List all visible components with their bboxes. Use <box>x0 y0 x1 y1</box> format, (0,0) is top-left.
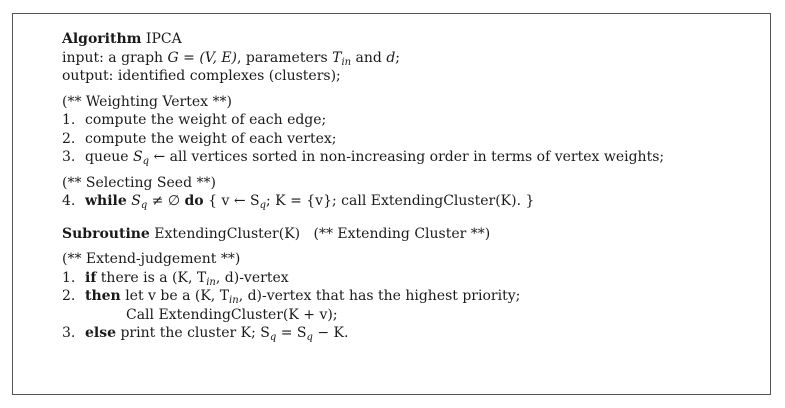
subroutine-comment: (** Extending Cluster **) <box>313 225 491 242</box>
loop-body-rest: ; K = {v}; call ExtendingCluster(K). } <box>266 193 535 209</box>
s2-post: , d)-vertex that has the highest priority; <box>238 288 521 304</box>
s1-post: , d)-vertex <box>215 269 289 286</box>
cond-sub: q <box>140 200 148 211</box>
while-keyword: while <box>85 193 127 209</box>
algorithm-content <box>62 30 664 343</box>
extend-step-3 <box>62 324 664 343</box>
weighting-comment: (** Weighting Vertex **) <box>62 93 232 110</box>
step-number: 1. <box>62 112 76 128</box>
step-text: compute the weight of each vertex; <box>85 130 337 147</box>
then-keyword: then <box>85 288 121 304</box>
step3-var: S <box>133 149 143 165</box>
input-params-label: , parameters <box>237 49 328 66</box>
s3-sub1: q <box>269 332 277 343</box>
input-tin-sub: in <box>341 56 352 68</box>
weighting-step-3 <box>62 148 664 167</box>
loop-body-sub: q <box>259 200 267 211</box>
step-number: 3. <box>62 149 76 165</box>
step-number: 4. <box>62 193 76 209</box>
weighting-step-2 <box>62 130 664 149</box>
if-keyword: if <box>85 269 97 286</box>
extend-comment: (** Extend-judgement **) <box>62 251 241 267</box>
input-label: input: a graph <box>62 49 164 66</box>
algorithm-name: IPCA <box>145 31 182 47</box>
algorithm-keyword: Algorithm <box>62 31 142 47</box>
s1-pre: there is a (K, T <box>100 269 207 286</box>
s3-post: − K. <box>312 325 349 341</box>
input-line <box>62 49 664 68</box>
step3-pre: queue <box>85 149 129 165</box>
s1-sub: in <box>206 276 216 288</box>
extend-step-2 <box>62 287 664 306</box>
s3-mid: = S <box>276 325 307 341</box>
selecting-step-4 <box>62 192 664 211</box>
cond-var: S <box>131 193 141 209</box>
cond-rest: ≠ ∅ <box>147 193 181 209</box>
input-d: d <box>386 49 396 66</box>
input-tin: T <box>332 49 342 66</box>
s3-pre: print the cluster K; S <box>120 325 270 341</box>
input-end: ; <box>395 49 400 66</box>
step-number: 2. <box>62 130 76 147</box>
extend-step-1 <box>62 269 664 288</box>
step-text: compute the weight of each edge; <box>85 112 327 128</box>
s2-pre: let v be a (K, T <box>125 288 230 304</box>
selecting-comment: (** Selecting Seed **) <box>62 174 216 191</box>
subroutine-keyword: Subroutine <box>62 225 150 242</box>
else-keyword: else <box>85 325 117 341</box>
step3-sub: q <box>142 156 150 167</box>
input-and: and <box>355 49 382 66</box>
loop-body: { v ← S <box>208 193 260 209</box>
algorithm-header <box>62 30 664 49</box>
step3-post: ← all vertices sorted in non-increasing order in terms of vertex weights; <box>149 149 665 165</box>
do-keyword: do <box>184 193 204 209</box>
step-number: 2. <box>62 288 76 304</box>
subroutine-name: ExtendingCluster(K) <box>154 225 301 242</box>
step-number: 3. <box>62 325 76 341</box>
extend-step-2-call: Call ExtendingCluster(K + v); <box>126 306 338 323</box>
output-line: output: identified complexes (clusters); <box>62 68 341 84</box>
weighting-step-1 <box>62 111 664 130</box>
s3-sub2: q <box>306 332 313 343</box>
subroutine-header <box>62 225 664 244</box>
s2-sub: in <box>229 295 239 306</box>
input-graph: G = (V, E) <box>167 49 238 66</box>
step-number: 1. <box>62 269 76 286</box>
